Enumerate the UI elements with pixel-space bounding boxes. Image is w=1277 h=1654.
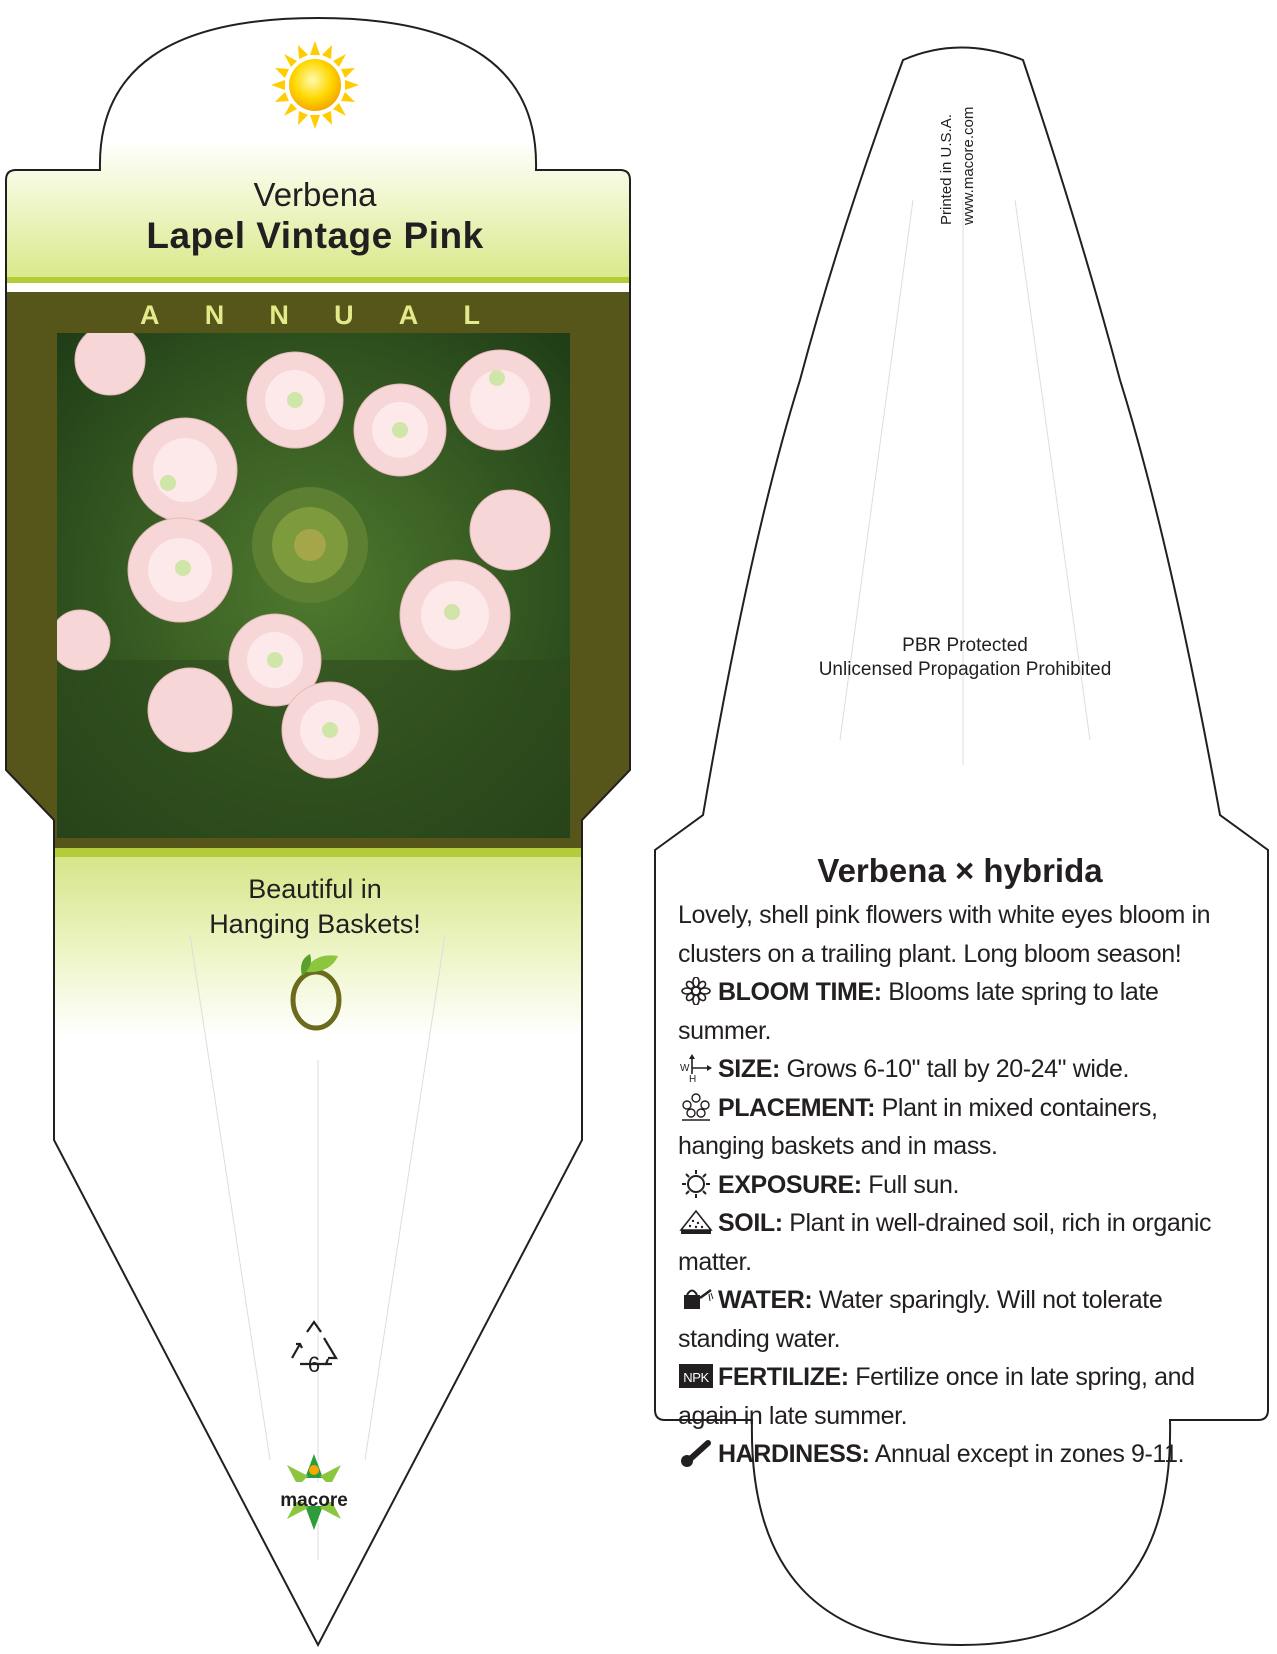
care-text: Blooms late spring to late summer. (678, 978, 1159, 1045)
flower-photo (50, 325, 570, 838)
size-icon-w: W (680, 1063, 690, 1074)
category-letter: A (398, 300, 419, 330)
care-text: Plant in well-drained soil, rich in organic matter. (678, 1209, 1212, 1276)
sun-outline-icon (678, 1170, 714, 1198)
npk-icon (678, 1362, 714, 1390)
brand-name: macore (280, 1490, 348, 1511)
pbr-notice (700, 634, 1230, 682)
care-item (678, 1358, 1248, 1435)
care-item (678, 973, 1248, 1050)
variety-name: Lapel Vintage Pink (146, 215, 484, 256)
size-icon-h: H (689, 1074, 696, 1082)
tagline-line: Hanging Baskets! (209, 909, 421, 939)
printed-in: Printed in U.S.A. (938, 114, 955, 225)
thermometer-icon (678, 1439, 714, 1467)
category-letter: L (463, 300, 480, 330)
common-name: Verbena (253, 176, 377, 213)
care-text: Fertilize once in late spring, and again in late summer. (678, 1363, 1195, 1430)
category-letter: U (334, 300, 354, 330)
placement-icon (678, 1093, 714, 1121)
care-item (678, 1204, 1248, 1281)
tagline-line: Beautiful in (248, 874, 382, 904)
printer-info (936, 55, 986, 225)
care-text: Plant in mixed containers, hanging baskets and in mass. (678, 1093, 1158, 1160)
care-item (678, 1166, 1248, 1205)
care-label: HARDINESS: (718, 1440, 870, 1468)
care-label: EXPOSURE: (718, 1170, 862, 1199)
flower-icon (678, 977, 714, 1005)
care-text: Grows 6-10" tall by 20-24" wide. (786, 1055, 1130, 1083)
care-item (678, 1281, 1248, 1358)
care-text: Water sparingly. Will not tolerate standing water. (678, 1286, 1163, 1353)
recycle-code: 6 (307, 1352, 321, 1377)
description: Lovely, shell pink flowers with white eyes bloom in clusters on a trailing plant. Long bloom season! (678, 901, 1211, 968)
website: www.macore.com (960, 106, 977, 225)
pbr-line: PBR Protected (902, 635, 1028, 656)
care-info (678, 896, 1248, 1474)
care-text: Full sun. (868, 1170, 960, 1199)
category-letter: N (269, 300, 289, 330)
care-text: Annual except in zones 9-11. (874, 1440, 1185, 1468)
care-label: BLOOM TIME: (718, 978, 882, 1006)
care-item (678, 1435, 1248, 1474)
category-letter: N (204, 300, 225, 330)
care-label: SOIL: (718, 1209, 783, 1237)
care-label: WATER: (718, 1286, 813, 1314)
sun-icon (271, 41, 359, 129)
care-label: SIZE: (718, 1055, 780, 1083)
size-icon (678, 1054, 714, 1082)
soil-icon (678, 1208, 714, 1236)
plant-category (140, 300, 480, 331)
tagline (80, 872, 550, 942)
botanical-name: Verbena × hybrida (817, 852, 1103, 889)
watering-can-icon (678, 1285, 714, 1313)
care-label: PLACEMENT: (718, 1093, 876, 1122)
pbr-line: Unlicensed Propagation Prohibited (818, 659, 1112, 680)
care-item (678, 1050, 1248, 1089)
care-label: FERTILIZE: (718, 1363, 849, 1391)
care-item (678, 1089, 1248, 1166)
npk-icon-text: NPK (683, 1370, 709, 1385)
category-letter: A (140, 300, 160, 330)
